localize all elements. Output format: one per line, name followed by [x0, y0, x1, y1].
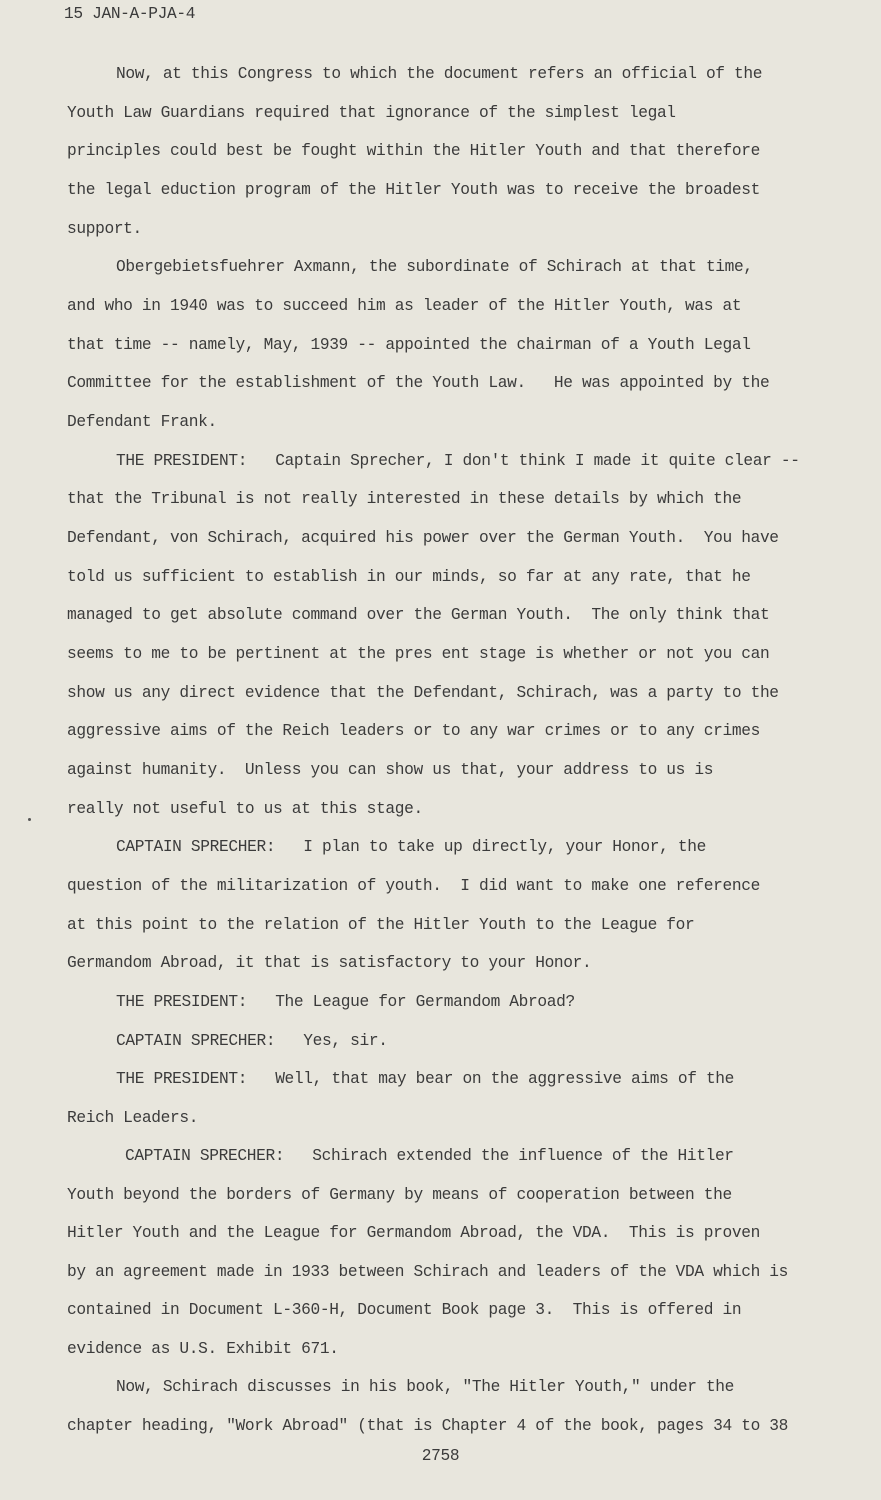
body-line: at this point to the relation of the Hitler Youth to the League for — [67, 916, 695, 934]
body-line: question of the militarization of youth. I did want to make one reference — [67, 877, 760, 895]
body-line: seems to me to be pertinent at the pres ent stage is whether or not you can — [67, 645, 770, 663]
speaker-line: THE PRESIDENT: Well, that may bear on the aggressive aims of the — [116, 1070, 735, 1088]
body-line: Reich Leaders. — [67, 1109, 199, 1127]
body-line: told us sufficient to establish in our minds, so far at any rate, that he — [67, 568, 751, 586]
body-line: really not useful to us at this stage. — [67, 800, 423, 818]
body-line: Obergebietsfuehrer Axmann, the subordinate of Schirach at that time, — [116, 258, 753, 276]
body-line: Now, Schirach discusses in his book, "The Hitler Youth," under the — [116, 1378, 735, 1396]
body-line: the legal eduction program of the Hitler Youth was to receive the broadest — [67, 181, 760, 199]
body-line: evidence as U.S. Exhibit 671. — [67, 1340, 339, 1358]
margin-dot — [28, 818, 31, 821]
body-line: Defendant, von Schirach, acquired his power over the German Youth. You have — [67, 529, 779, 547]
body-line: by an agreement made in 1933 between Schirach and leaders of the VDA which is — [67, 1263, 789, 1281]
speaker-line: THE PRESIDENT: The League for Germandom Abroad? — [116, 993, 575, 1011]
body-line: Youth Law Guardians required that ignorance of the simplest legal — [67, 104, 676, 122]
body-line: support. — [67, 220, 142, 238]
body-line: Defendant Frank. — [67, 413, 217, 431]
body-line: that time -- namely, May, 1939 -- appointed the chairman of a Youth Legal — [67, 336, 751, 354]
body-line: against humanity. Unless you can show us that, your address to us is — [67, 761, 714, 779]
speaker-line: CAPTAIN SPRECHER: I plan to take up directly, your Honor, the — [116, 838, 706, 856]
body-line: Youth beyond the borders of Germany by means of cooperation between the — [67, 1186, 732, 1204]
body-line: contained in Document L-360-H, Document Book page 3. This is offered in — [67, 1301, 742, 1319]
body-line: show us any direct evidence that the Defendant, Schirach, was a party to the — [67, 684, 779, 702]
body-line: managed to get absolute command over the German Youth. The only think that — [67, 606, 770, 624]
body-line: aggressive aims of the Reich leaders or to any war crimes or to any crimes — [67, 722, 760, 740]
body-line: chapter heading, "Work Abroad" (that is Chapter 4 of the book, pages 34 to 38 — [67, 1417, 789, 1435]
body-line: that the Tribunal is not really interested in these details by which the — [67, 490, 742, 508]
speaker-line: CAPTAIN SPRECHER: Yes, sir. — [116, 1032, 388, 1050]
body-line: Committee for the establishment of the Youth Law. He was appointed by the — [67, 374, 770, 392]
body-line: Now, at this Congress to which the document refers an official of the — [116, 65, 763, 83]
document-header: 15 JAN-A-PJA-4 — [64, 5, 196, 23]
body-line: Hitler Youth and the League for Germandom Abroad, the VDA. This is proven — [67, 1224, 760, 1242]
body-line: and who in 1940 was to succeed him as leader of the Hitler Youth, was at — [67, 297, 742, 315]
speaker-line: THE PRESIDENT: Captain Sprecher, I don't think I made it quite clear -- — [116, 452, 800, 470]
page-number: 2758 — [421, 1447, 460, 1465]
speaker-line: CAPTAIN SPRECHER: Schirach extended the influence of the Hitler — [125, 1147, 734, 1165]
body-line: principles could best be fought within the Hitler Youth and that therefore — [67, 142, 760, 160]
body-line: Germandom Abroad, it that is satisfactory to your Honor. — [67, 954, 592, 972]
